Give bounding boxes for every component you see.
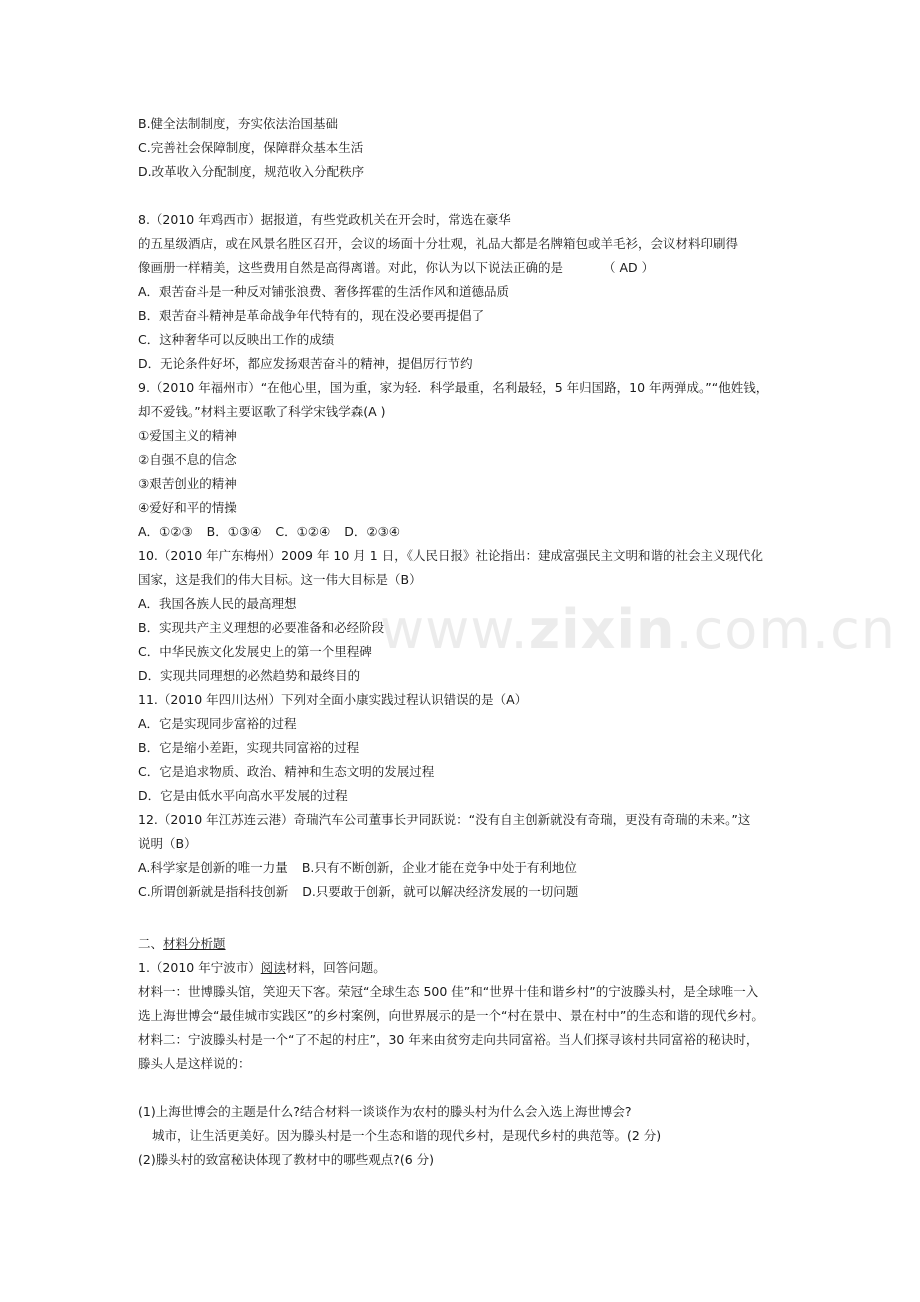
q7-option-b: B.健全法制制度，夯实依法治国基础 (138, 116, 339, 131)
q9-option-a: A．①②③ (138, 524, 193, 539)
q8-option-d: D．无论条件好坏，都应发扬艰苦奋斗的精神，提倡厉行节约 (138, 356, 473, 371)
material-1-line-2: 选上海世博会“最佳城市实践区”的乡村案例，向世界展示的是一个“村在景中、景在村中”的生态和谐的现代乡村。 (138, 1008, 764, 1023)
q12-stem-line-1: 12.（2010 年江苏连云港）奇瑞汽车公司董事长尹同跃说：“没有自主创新就没有奇瑞，更没有奇瑞的未来。”这 (138, 812, 751, 827)
q12-option-a: A.科学家是创新的唯一力量 (138, 860, 288, 875)
q9-item-4: ④爱好和平的情操 (138, 500, 237, 515)
watermark-brand: zixin (528, 598, 676, 661)
material-1-line-1: 材料一：世博滕头馆，笑迎天下客。荣冠“全球生态 500 佳”和“世界十佳和谐乡村”的宁波滕头村，是全球唯一入 (138, 984, 759, 999)
q10-stem-line-2: 国家，这是我们的伟大目标。这一伟大目标是（B） (138, 572, 422, 587)
q12-option-c: C.所谓创新就是指科技创新 (138, 884, 289, 899)
q8-stem-line-3 (138, 260, 654, 276)
q10-stem-line-1: 10.（2010 年广东梅州）2009 年 10 月 1 日，《人民日报》社论指出：建成富强民主文明和谐的社会主义现代化 (138, 548, 763, 563)
q8-option-b: B．艰苦奋斗精神是革命战争年代特有的，现在没必要再提倡了 (138, 308, 485, 323)
q7-option-c: C.完善社会保障制度，保障群众基本生活 (138, 140, 364, 155)
q9-option-b: B．①③④ (206, 524, 262, 539)
analysis-q1-source: 1.（2010 年宁波市） (138, 960, 261, 975)
q10-option-d: D．实现共同理想的必然趋势和最终目的 (138, 668, 361, 683)
q9-item-3: ③艰苦创业的精神 (138, 476, 237, 491)
watermark-prefix: www. (380, 598, 529, 661)
q11-option-a: A．它是实现同步富裕的过程 (138, 716, 297, 731)
q11-option-c: C．它是追求物质、政治、精神和生态文明的发展过程 (138, 764, 435, 779)
q9-item-2: ②自强不息的信念 (138, 452, 237, 467)
q12-option-b: B.只有不断创新，企业才能在竞争中处于有利地位 (301, 860, 577, 875)
section-title: 材料分析题 (163, 936, 226, 951)
q12-options-row-1 (138, 860, 577, 876)
watermark-suffix: .com.cn (675, 598, 897, 661)
material-2-line-1: 材料二：宁波滕头村是一个“了不起的村庄”，30 年来由贫穷走向共同富裕。当人们探寻该村共同富裕的秘诀时， (138, 1032, 759, 1047)
q9-options (138, 524, 400, 540)
q10-option-c: C．中华民族文化发展史上的第一个里程碑 (138, 644, 372, 659)
section-number: 二、 (138, 936, 164, 951)
q9-stem-line-2: 却不爱钱。”材料主要讴歌了科学宋钱学森(A ) (138, 404, 386, 419)
watermark (380, 598, 896, 661)
q12-option-d: D.只要敢于创新，就可以解决经济发展的一切问题 (302, 884, 579, 899)
q11-stem: 11.（2010 年四川达州）下列对全面小康实践过程认识错误的是（A） (138, 692, 528, 707)
q12-options-row-2 (138, 884, 578, 900)
analysis-q1-read: 阅读 (260, 960, 286, 975)
q8-option-a: A．艰苦奋斗是一种反对铺张浪费、奢侈挥霍的生活作风和道德品质 (138, 284, 510, 299)
q8-answer: （ AD ） (603, 260, 655, 275)
q9-item-1: ①爱国主义的精神 (138, 428, 237, 443)
q8-stem-line-2: 的五星级酒店，或在风景名胜区召开，会议的场面十分壮观，礼品大都是名牌箱包或羊毛衫，会议材料印刷得 (138, 236, 739, 251)
q9-option-d: D．②③④ (344, 524, 400, 539)
analysis-q1-instruction: 材料，回答问题。 (285, 960, 386, 975)
sub-question-1: (1)上海世博会的主题是什么?结合材料一谈谈作为农村的滕头村为什么会入选上海世博会? (138, 1104, 632, 1119)
q9-option-c: C．①②④ (275, 524, 331, 539)
q10-option-b: B．实现共产主义理想的必要准备和必经阶段 (138, 620, 385, 635)
q10-option-a: A．我国各族人民的最高理想 (138, 596, 297, 611)
sub-question-1-answer: 城市，让生活更美好。因为滕头村是一个生态和谐的现代乡村，是现代乡村的典范等。(2 分) (152, 1128, 662, 1143)
material-2-line-2: 滕头人是这样说的： (138, 1056, 251, 1071)
section-heading (138, 936, 226, 952)
sub-question-2: (2)滕头村的致富秘诀体现了教材中的哪些观点?(6 分) (138, 1152, 435, 1167)
q11-option-d: D．它是由低水平向高水平发展的过程 (138, 788, 348, 803)
q8-stem-line-1: 8.（2010 年鸡西市）据报道，有些党政机关在开会时，常选在豪华 (138, 212, 511, 227)
q8-option-c: C．这种奢华可以反映出工作的成绩 (138, 332, 335, 347)
q8-stem-text: 像画册一样精美，这些费用自然是高得离谱。对此，你认为以下说法正确的是 (138, 260, 564, 275)
q12-stem-line-2: 说明（B） (138, 836, 197, 851)
q9-stem-line-1: 9.（2010 年福州市）“在他心里，国为重，家为轻．科学最重，名利最轻，5 年归国路，10 年两弹成。”“他姓钱， (138, 380, 769, 395)
q7-option-d: D.改革收入分配制度，规范收入分配秩序 (138, 164, 365, 179)
analysis-q1-stem (138, 960, 386, 976)
q11-option-b: B．它是缩小差距，实现共同富裕的过程 (138, 740, 360, 755)
